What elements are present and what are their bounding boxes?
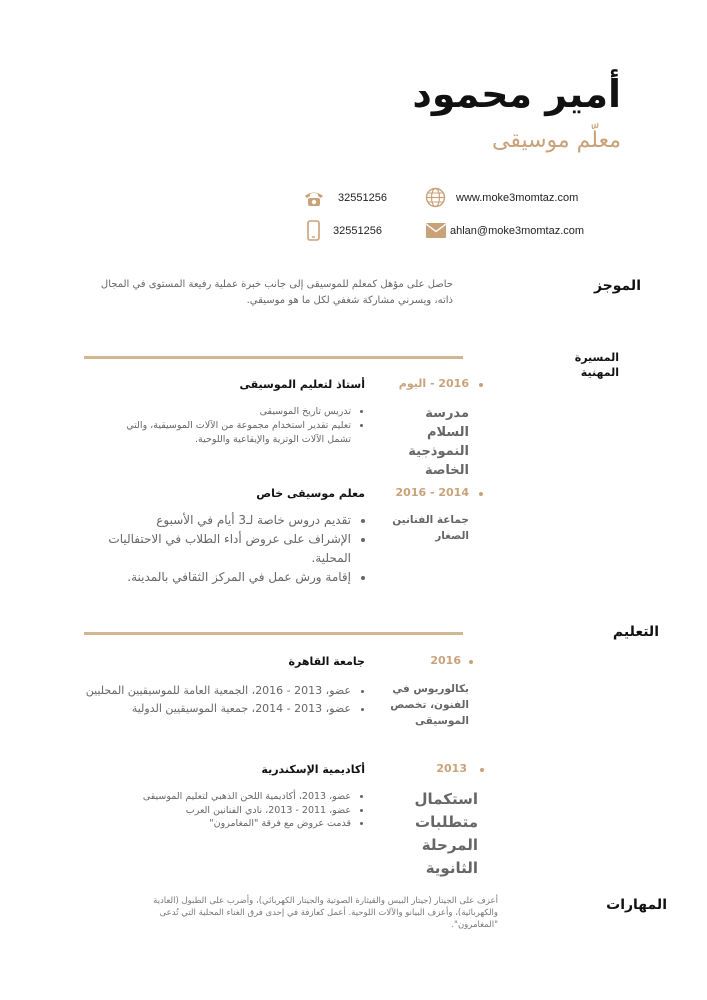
skills-text: أعزف على الجيتار (جيتار البيس والقيثارة الصوتية والجيتار الكهربائي)، وأضرب على الطبول (العادية والكهربائية)، وأعزف البيانو والآلات اللوحية. أعمل كعازفة في إحدى فرق الغناء المحلية التي تُدعى "المغامرون".: [153, 896, 498, 930]
education-activities: [91, 790, 365, 831]
email-link[interactable]: ahlan@moke3momtaz.com: [450, 225, 585, 237]
list-item: • عضو، 2011 - 2013، نادي الفنانين العرب: [91, 804, 351, 818]
education-institution: جامعة القاهرة: [288, 655, 365, 668]
summary-text: حاصل على مؤهل كمعلم للموسيقى إلى جانب خبرة عملية رفيعة المستوى في المجال ذاته، ويسرني مشاركة شغفي لكل ما هو موسيقي.: [100, 279, 453, 306]
list-item: • تقديم دروس خاصة لـ3 أيام في الأسبوع: [66, 511, 351, 530]
globe-icon: [425, 187, 446, 208]
skills-heading: المهارات: [606, 897, 667, 913]
career-org: مدرسة السلام النموذجية الخاصة: [408, 406, 469, 478]
phone-number: 32551256: [338, 192, 387, 204]
list-item: • قدمت عروض مع فرقة "المغامرون": [91, 817, 351, 831]
resume-name: أمير محمود: [412, 72, 621, 116]
education-date: 2016: [430, 654, 461, 667]
education-heading: التعليم: [612, 624, 659, 640]
timeline-dot: [469, 660, 473, 664]
timeline-dot: [480, 768, 484, 772]
website-link[interactable]: www.moke3momtaz.com: [456, 192, 579, 204]
education-date: 2013: [436, 762, 467, 775]
career-role: أستاذ لتعليم الموسيقى: [239, 378, 365, 391]
list-item: • عضو، 2013، أكاديمية اللحن الذهبي لتعليم الموسيقى: [91, 790, 351, 804]
envelope-icon: [426, 223, 446, 238]
career-heading: المسيرة المهنية: [574, 351, 619, 379]
education-divider: [84, 632, 463, 635]
education-degree: بكالوريوس في الفنون، تخصص الموسيقى: [390, 683, 469, 727]
phone-icon: [304, 190, 324, 207]
timeline-dot: [479, 492, 483, 496]
list-item: • الإشراف على عروض أداء الطلاب في الاحتفاليات المحلية.: [66, 530, 351, 568]
list-item: • إقامة ورش عمل في المركز الثقافي بالمدينة.: [66, 568, 351, 587]
summary-heading: الموجز: [593, 278, 641, 294]
career-date: 2016 - اليوم: [398, 377, 469, 390]
career-role: معلم موسيقى خاص: [256, 487, 365, 500]
education-degree: استكمال متطلبات المرحلة الثانوية: [414, 790, 478, 877]
career-org: جماعة الفنانين الصغار: [392, 514, 469, 542]
timeline-dot: [479, 383, 483, 387]
education-institution: أكاديمية الإسكندرية: [261, 763, 365, 776]
career-duties: [116, 405, 365, 447]
career-divider: [84, 356, 463, 359]
mobile-number: 32551256: [333, 225, 382, 237]
list-item: • تعليم تقدير استخدام مجموعة من الآلات الموسيقية، والتي تشمل الآلات الوترية والإيقاعية واللوحية.: [116, 419, 351, 447]
career-date: 2014 - 2016: [395, 486, 469, 499]
education-activities: [81, 682, 365, 718]
list-item: • تدريس تاريخ الموسيقى: [116, 405, 351, 419]
list-item: • عضو، 2013 - 2016، الجمعية العامة للموسيقيين المحليين: [81, 682, 351, 700]
career-duties: [66, 511, 365, 587]
resume-job-title: معلّم موسيقى: [491, 128, 621, 153]
list-item: • عضو، 2013 - 2014، جمعية الموسيقيين الدولية: [81, 700, 351, 718]
mobile-icon: [307, 220, 320, 241]
